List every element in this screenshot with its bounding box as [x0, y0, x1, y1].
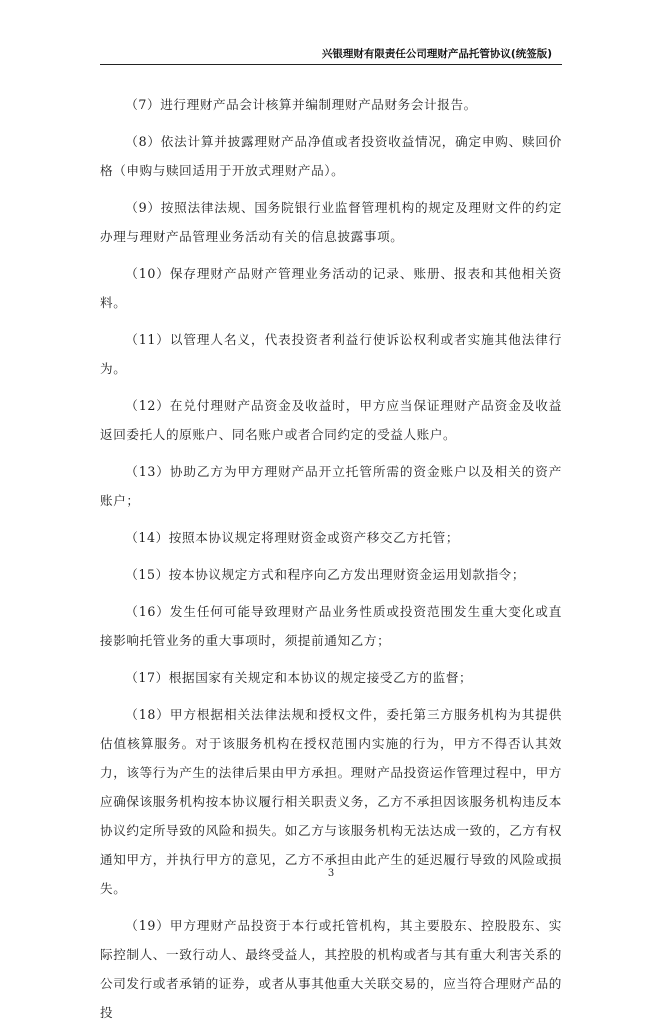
clause-18: （18）甲方根据相关法律法规和授权文件，委托第三方服务机构为其提供估值核算服务。对于该服务机构在授权范围内实施的行为，甲方不得否认其效力，该等行为产生的法律后果由甲方承担。理财产品投资运作管理过程中，甲方应确保该服务机构按本协议履行相关职责义务，乙方不承担因该服务机构违反本协议约定所导致的风险和损失。如乙方与该服务机构无法达成一致的，乙方有权通知甲方，并执行甲方的意见，乙方不承担由此产生的延迟履行导致的风险或损失。: [100, 707, 562, 896]
clause-17: （17）根据国家有关规定和本协议的规定接受乙方的监督；: [125, 670, 473, 685]
clause-8: （8）依法计算并披露理财产品净值或者投资收益情况，确定申购、赎回价格（申购与赎回适用于开放式理财产品）。: [100, 134, 562, 178]
clause-15: （15）按本协议规定方式和程序向乙方发出理财资金运用划款指令；: [125, 567, 526, 582]
clause-10: （10）保存理财产品财产管理业务活动的记录、账册、报表和其他相关资料。: [100, 266, 562, 310]
clause-12: （12）在兑付理财产品资金及收益时，甲方应当保证理财产品资金及收益返回委托人的原账户、同名账户或者合同约定的受益人账户。: [100, 398, 562, 442]
clause-19: （19）甲方理财产品投资于本行或托管机构，其主要股东、控股股东、实际控制人、一致行动人、最终受益人，其控股的机构或者与其有重大利害关系的公司发行或者承销的证券，或者从事其他重大关联交易的，应当符合理财产品的投: [100, 918, 562, 1020]
clause-9: （9）按照法律法规、国务院银行业监督管理机构的规定及理财文件的约定办理与理财产品管理业务活动有关的信息披露事项。: [100, 200, 562, 244]
clause-16: （16）发生任何可能导致理财产品业务性质或投资范围发生重大变化或直接影响托管业务的重大事项时，须提前通知乙方；: [100, 604, 562, 648]
document-body: [100, 90, 562, 1035]
page-number: 3: [327, 868, 335, 879]
clause-13: （13）协助乙方为甲方理财产品开立托管所需的资金账户以及相关的资产账户；: [100, 464, 562, 508]
document-header-title: 兴银理财有限责任公司理财产品托管协议(统签版): [321, 48, 552, 60]
clause-7: （7）进行理财产品会计核算并编制理财产品财务会计报告。: [125, 97, 477, 112]
clause-14: （14）按照本协议规定将理财资金或资产移交乙方托管；: [125, 530, 460, 545]
clause-11: （11）以管理人名义，代表投资者利益行使诉讼权利或者实施其他法律行为。: [100, 332, 562, 376]
header-divider: [100, 64, 562, 65]
